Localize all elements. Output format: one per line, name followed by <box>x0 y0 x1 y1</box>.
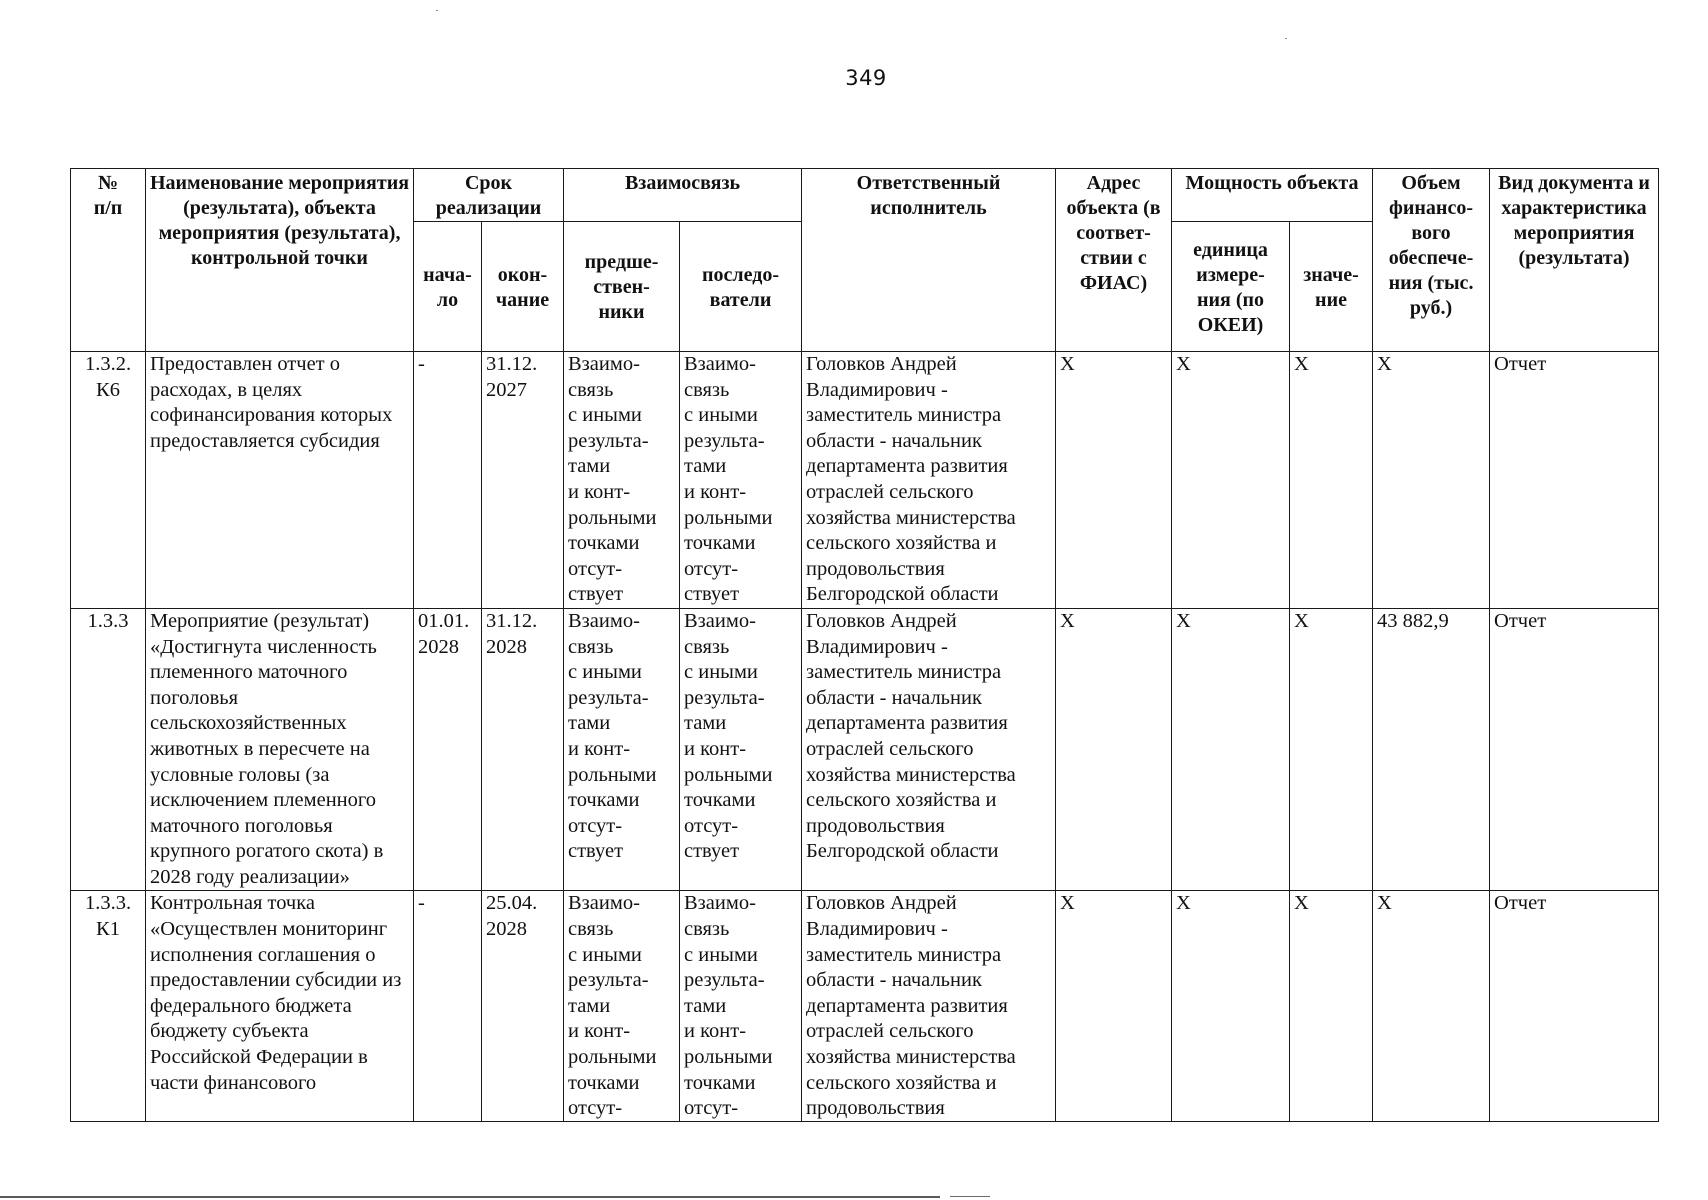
row-start: 01.01. 2028 <box>414 608 482 891</box>
row-unit: Х <box>1172 891 1290 1122</box>
header-num: № п/п <box>71 169 146 352</box>
row-doc: Отчет <box>1490 891 1659 1122</box>
row-finance: Х <box>1373 891 1490 1122</box>
row-num: 1.3.3 <box>71 608 146 891</box>
row-next: Взаимо- связь с иными результа- тами и конт- рольными точками отсут- ствует <box>684 353 773 606</box>
row-responsible: Головков Андрей Владимирович - заместитель министра области - начальник департамента развития отраслей сельского хозяйства министерства сельского хозяйства и продовольствия Белгородской области <box>802 608 1056 891</box>
row-prev: Взаимо- связь с иными результа- тами и конт- рольными точками отсут- ствует <box>568 609 657 863</box>
header-term-end: окон- чание <box>482 222 564 352</box>
row-prev: Взаимо- связь с иными результа- тами и конт- рольными точками отсут- ствует <box>568 353 657 606</box>
row-num: 1.3.2. К6 <box>71 352 146 609</box>
row-value: Х <box>1290 352 1373 609</box>
header-link: Взаимосвязь <box>564 169 802 222</box>
row-end: 25.04. 2028 <box>482 891 564 1122</box>
row-unit: Х <box>1172 352 1290 609</box>
header-capacity: Мощность объекта <box>1172 169 1373 222</box>
row-responsible: Головков Андрей Владимирович - заместитель министра области - начальник департамента развития отраслей сельского хозяйства министерства сельского хозяйства и продовольствия Белгородской области <box>802 352 1056 609</box>
row-start: - <box>414 891 482 1122</box>
row-prev: Взаимо- связь с иными результа- тами и конт- рольными точками отсут- <box>568 892 657 1120</box>
table-row <box>71 608 1659 891</box>
row-num: 1.3.3. К1 <box>71 891 146 1122</box>
scan-speck <box>436 10 438 11</box>
row-end: 31.12. 2028 <box>482 608 564 891</box>
row-address: Х <box>1056 352 1172 609</box>
row-address: Х <box>1056 608 1172 891</box>
header-link-next: последо- ватели <box>680 222 802 352</box>
header-finance: Объем финансо- вого обеспече- ния (тыс. руб.) <box>1373 169 1490 352</box>
page-number: 349 <box>845 66 887 90</box>
header-name: Наименование мероприятия (результата), объекта мероприятия (результата), контрольной точки <box>146 169 414 352</box>
row-responsible: Головков Андрей Владимирович - заместитель министра области - начальник департамента развития отраслей сельского хозяйства министерства сельского хозяйства и продовольствия <box>806 892 1016 1120</box>
scan-bottom-edge-fragment <box>950 1196 990 1197</box>
header-capacity-value: значе- ние <box>1290 222 1373 352</box>
row-next: Взаимо- связь с иными результа- тами и конт- рольными точками отсут- ствует <box>684 609 773 863</box>
row-next: Взаимо- связь с иными результа- тами и конт- рольными точками отсут- <box>684 892 773 1120</box>
activities-table <box>70 168 1659 1122</box>
row-value: Х <box>1290 891 1373 1122</box>
table-row <box>71 352 1659 609</box>
row-name: Мероприятие (результат) «Достигнута численность племенного маточного поголовья сельскохозяйственных животных в пересчете на условные головы (за исключением племенного маточного поголовья крупного рогатого скота) в 2028 году реализации» <box>146 608 414 891</box>
row-finance: 43 882,9 <box>1373 608 1490 891</box>
row-value: Х <box>1290 608 1373 891</box>
row-finance: Х <box>1373 352 1490 609</box>
row-doc: Отчет <box>1490 608 1659 891</box>
header-address: Адрес объекта (в соответ-ствии с ФИАС) <box>1056 169 1172 352</box>
table-row <box>71 891 1659 1122</box>
row-doc: Отчет <box>1490 352 1659 609</box>
row-unit: Х <box>1172 608 1290 891</box>
row-end: 31.12. 2027 <box>482 352 564 609</box>
scan-bottom-edge <box>0 1196 940 1198</box>
row-name: Контрольная точка «Осуществлен мониторинг исполнения соглашения о предоставлении субсидии из федерального бюджета бюджету субъекта Российской Федерации в части финансового <box>150 892 402 1094</box>
header-responsible: Ответственный исполнитель <box>802 169 1056 352</box>
row-address: Х <box>1056 891 1172 1122</box>
header-capacity-unit: единица измере- ния (по ОКЕИ) <box>1172 222 1290 352</box>
header-doc: Вид документа и характеристика мероприятия (результата) <box>1490 169 1659 352</box>
header-link-prev: предше- ствен- ники <box>564 222 680 352</box>
row-name: Предоставлен отчет о расходах, в целях софинансирования которых предоставляется субсидия <box>146 352 414 609</box>
header-term: Срок реализации <box>414 169 564 222</box>
scan-speck <box>1285 38 1287 39</box>
header-term-start: нача- ло <box>414 222 482 352</box>
row-start: - <box>414 352 482 609</box>
